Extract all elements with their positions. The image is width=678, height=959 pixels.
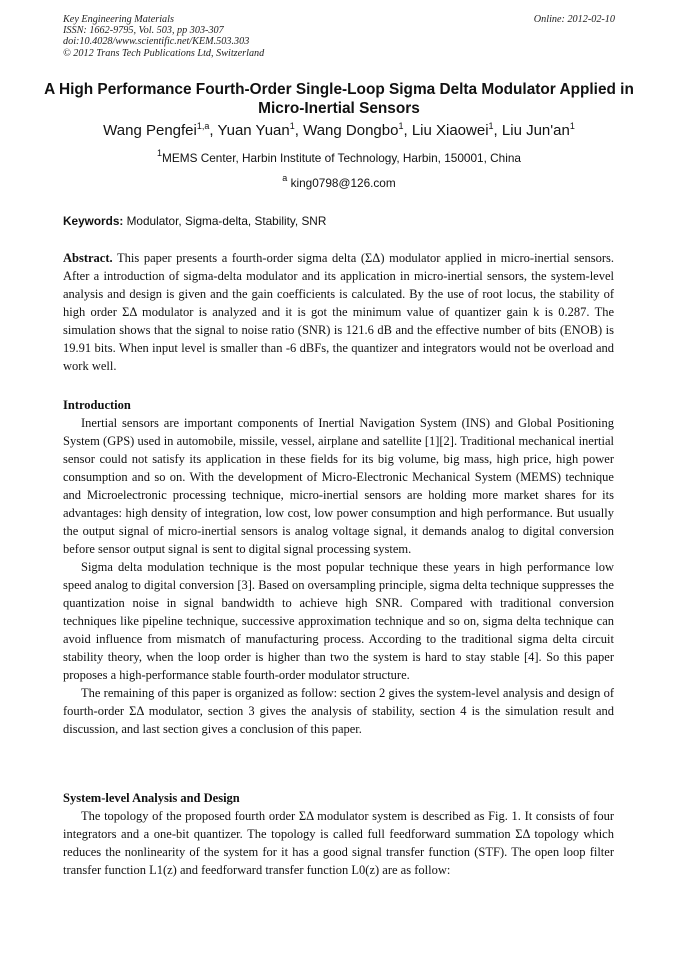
keywords-text: Modulator, Sigma-delta, Stability, SNR bbox=[123, 214, 327, 228]
keywords bbox=[63, 214, 615, 228]
author: Yuan Yuan$^1$, bbox=[217, 121, 304, 139]
paragraph: Inertial sensors are important components of Inertial Navigation System (INS) and Global Positioning System (GPS) used in automobile, missile, vessel, airplane and satellite [1][2]. Traditional mechanical inertial sensor could not satisfy its application in these fields for its big volume, big mass, high price, high power consumption and so on. With the development of Micro-Electronic Mechanical System (MEMS) technique and Microelectronic processing technique, micro-inertial sensors are holding more market shares for its advantages: high density of integration, low cost, low power consumption and high performance. But usually the output signal of micro-inertial sensors is analog voltage signal, it demands analog to digital conversion before sensor output signal is sent to digital signal processing system. bbox=[63, 416, 614, 556]
keywords-label: Keywords: bbox=[63, 214, 124, 228]
paragraph: Sigma delta modulation technique is the most popular technique these years in high performance low speed analog to digital conversion [3]. Based on oversampling principle, sigma delta technique suppresses the quantization noise in signal bandwidth to achieve high SNR. Compared with traditional conversion techniques like pipeline technique, successive approximation technique and so on, sigma delta technique can avoid influence from mismatch of manufacturing process. According to the traditional sigma delta circuit stability theory, when the loop order is higher than two the system is hard to stay stable [4]. So this paper proposes a high-performance stable fourth-order modulator structure. bbox=[63, 560, 614, 682]
author-list bbox=[30, 121, 648, 141]
paragraph: The remaining of this paper is organized as follow: section 2 gives the system-level analysis and design of fourth-order ΣΔ modulator, section 3 gives the analysis of stability, section 4 is the simulation result and discussion, and last section gives a conclusion of this paper. bbox=[63, 686, 614, 736]
journal-header bbox=[63, 14, 264, 59]
author: Liu $Jun'an^1$ bbox=[501, 121, 575, 139]
paragraph: The topology of the proposed fourth order ΣΔ modulator system is described as Fig. 1. It consists of four integrators and a one-bit quantizer. The topology is called full feedforward summation ΣΔ topology which reduces the nonlinearity of the system for it has a good signal transfer function (STF). The open loop filter transfer function L1(z) and feedforward transfer function L0(z) are as follow: bbox=[63, 809, 614, 877]
author: Wang Dongbo$^1$, bbox=[303, 121, 412, 139]
online-date: Online: 2012-02-10 bbox=[533, 14, 615, 25]
abstract bbox=[63, 249, 614, 375]
abstract-label: Abstract. bbox=[63, 251, 113, 265]
copyright-line: © 2012 Trans Tech Publications Ltd, Switzerland bbox=[63, 47, 265, 59]
affiliation: $^1$MEMS Center, Harbin Institute of Technology, Harbin, 150001, China bbox=[157, 148, 521, 165]
section-heading-system-level: System-level Analysis and Design bbox=[63, 791, 240, 805]
author: Wang Pengfei$^{1,a}$, bbox=[103, 121, 218, 139]
system-level-body bbox=[63, 807, 614, 879]
paper-title: A High Performance Fourth-Order Single-Loop Sigma Delta Modulator Applied in Micro-Inertial Sensors bbox=[44, 81, 634, 117]
author: Liu Xiaowei$^1$, bbox=[411, 121, 502, 139]
issn-line: ISSN: 1662-9795, Vol. 503, pp 303-307 bbox=[63, 25, 224, 37]
section-heading-introduction: Introduction bbox=[63, 398, 131, 412]
doi-line[interactable]: doi:10.4028/www.scientific.net/KEM.503.303 bbox=[63, 36, 250, 48]
journal-name: Key Engineering Materials bbox=[63, 14, 174, 25]
author-email[interactable]: $^a$ king0798@126.com bbox=[282, 173, 396, 190]
abstract-text: This paper presents a fourth-order sigma delta (ΣΔ) modulator applied in micro-inertial sensors. After a introduction of sigma-delta modulator and its application in micro-inertial sensors, the system-level analysis and design is given and the gain coefficients is calculated. By the use of root locus, the stability of high order ΣΔ modulator is analyzed and it is got the minimum value of quantizer gain k is 0.287. The simulation shows that the signal to noise ratio (SNR) is 121.6 dB and the effective number of bits (ENOB) is 19.91 bits. When input level is smaller than -6 dBFs, the quantizer and integrators would not be overload and work well. bbox=[63, 251, 614, 373]
introduction-body bbox=[63, 414, 614, 738]
